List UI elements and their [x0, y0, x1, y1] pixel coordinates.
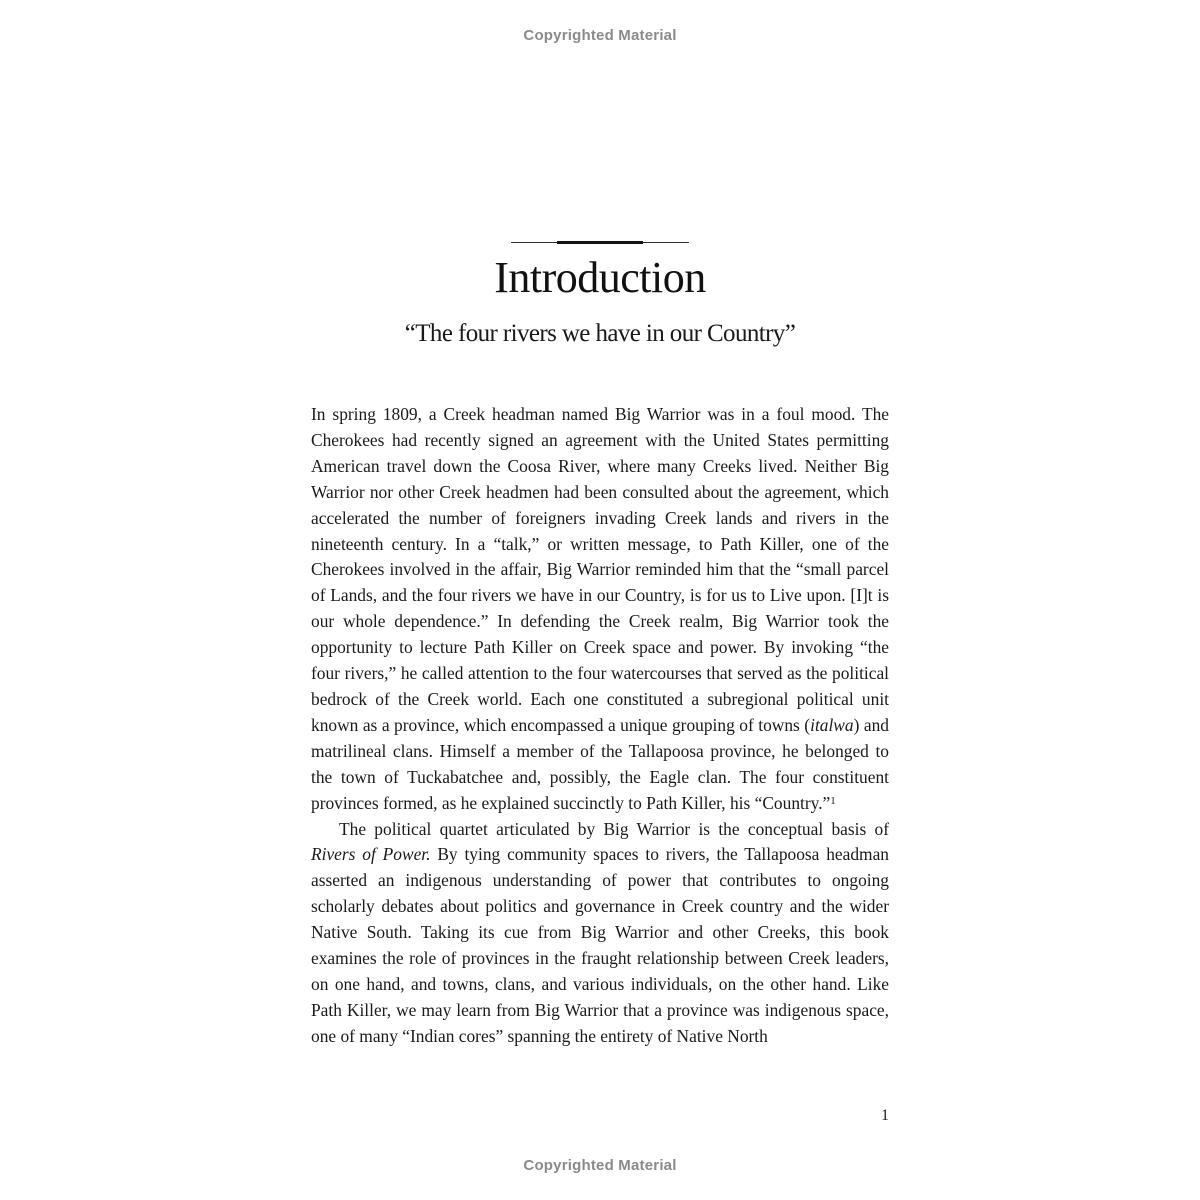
paragraph-2-italic-title: Rivers of Power. — [311, 844, 431, 865]
chapter-subtitle: “The four rivers we have in our Country” — [404, 320, 796, 347]
copyright-watermark-top: Copyrighted Material — [523, 27, 677, 44]
title-rule-accent — [557, 241, 643, 244]
copyright-watermark-bottom: Copyrighted Material — [523, 1157, 677, 1174]
paragraph-2 — [311, 817, 889, 1050]
paragraph-1-text-b: ) and matrilineal clans. Himself a member of the Tallapoosa province, he belonged to the town of Tuckabatchee and, possibly, the Eagle clan. The four constituent provinces formed, as he explained succinctly to Path Killer, his “Country.” — [311, 714, 890, 813]
paragraph-1-text-a: In spring 1809, a Creek headman named Big Warrior was in a foul mood. The Cherokees had recently signed an agreement with the United States permitting American travel down the Coosa River, where many Creeks lived. Neither Big Warrior nor other Creek headmen had been consulted about the agreement, which accelerated the number of foreigners invading Creek lands and rivers in the nineteenth century. In a “talk,” or written message, to Path Killer, one of the Cherokees involved in the affair, Big Warrior reminded him that the “small parcel of Lands, and the four rivers we have in our Country, is for us to Live upon. [I]t is our whole dependence.” In defending the Creek realm, Big Warrior took the opportunity to lecture Path Killer on Creek space and power. By invoking “the four rivers,” he called attention to the four watercourses that served as the political bedrock of the Creek world. Each one constituted a subregional political unit known as a province, which encompassed a unique grouping of towns ( — [311, 404, 889, 735]
chapter-title: Introduction — [494, 253, 706, 302]
paragraph-1-italic-term: italwa — [810, 714, 854, 735]
paragraph-1 — [311, 402, 889, 817]
paragraph-2-text-a: The political quartet articulated by Big Warrior is the conceptual basis of — [339, 818, 889, 839]
body-text — [311, 402, 889, 1050]
page-number: 1 — [881, 1107, 889, 1124]
paragraph-2-text-b: By tying community spaces to rivers, the Tallapoosa headman asserted an indigenous understanding of power that contributes to ongoing scholarly debates about politics and governance in Creek country and the wider Native South. Taking its cue from Big Warrior and other Creeks, this book examines the role of provinces in the fraught relationship between Creek leaders, on one hand, and towns, clans, and various individuals, on the other hand. Like Path Killer, we may learn from Big Warrior that a province was indigenous space, one of many “Indian cores” spanning the entirety of Native North — [311, 844, 890, 1046]
footnote-marker: 1 — [830, 794, 836, 807]
